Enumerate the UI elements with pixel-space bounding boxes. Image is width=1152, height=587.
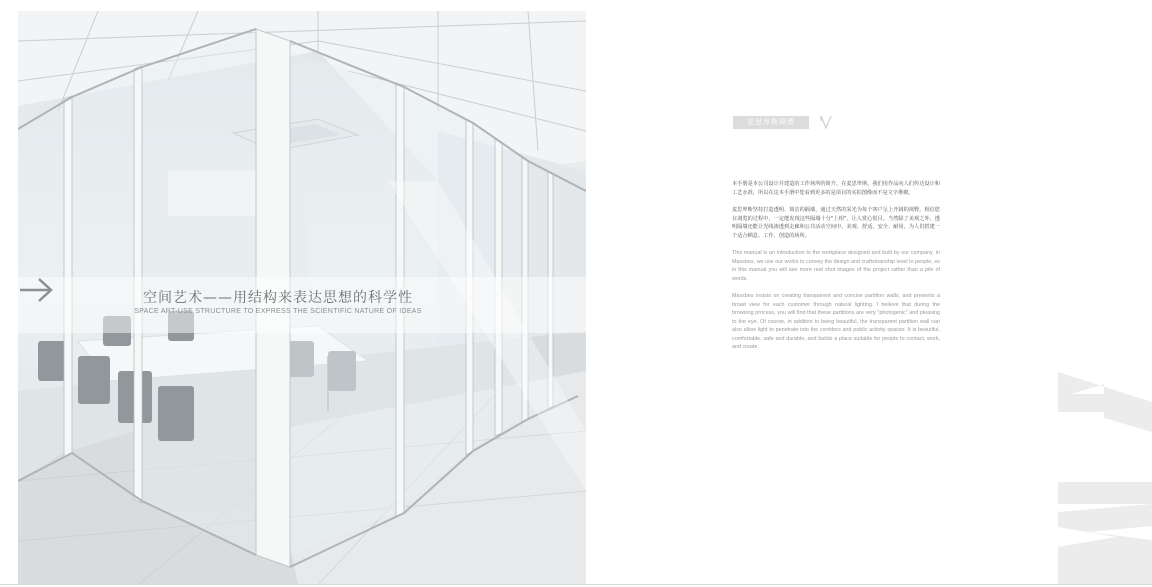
decorative-letters-my bbox=[1058, 372, 1152, 584]
office-glass-partition-photo bbox=[18, 11, 586, 585]
decorative-big-letters bbox=[1058, 372, 1152, 584]
intro-paragraph-cn-1: 本手册是本公司设计并建造的工作场所的简介。在麦思卑斯，我们用作品向人们传达设计和工艺水准，所以在这本手册中您看到更多的是项目的实拍图像而不是文字堆砌。 bbox=[732, 181, 940, 196]
intro-paragraph-cn-2: 麦思卑斯坚持打造透明、简洁的隔墙，通过天然的采光为每个客户呈上开阔的视野。相信您在浏览的过程中，一定能发现这些隔墙十分"上相"，让人赏心悦目。当然除了美观之外，透明隔墙还能让光线渗透到走廊和公共活动空间中。美观、舒适、安全、耐用，为人们搭建一个适合栖息、工作、创造的场所。 bbox=[732, 207, 940, 239]
intro-text-column bbox=[732, 180, 940, 361]
intro-paragraph-en-1: This manual is an introduction to the workplace designed and built by our company. In Maxsbes, we use our works to convey the design and craftsmanship level to people, so in this manual you will see more real shot images of the project rather than a pile of words. bbox=[732, 250, 940, 282]
brand-chevron-icon bbox=[820, 115, 832, 130]
arrow-right-icon bbox=[18, 277, 54, 303]
banner-title-cn: 空间艺术——用结构来表达思想的科学性 bbox=[143, 290, 413, 306]
page-bottom-rule bbox=[0, 584, 1152, 585]
banner-subtitle-en: SPACE ART-USE STRUCTURE TO EXPRESS THE SCIENTIFIC NATURE OF IDEAS bbox=[134, 308, 422, 315]
brand-tag: 麦思卑斯隔墙 bbox=[733, 116, 809, 129]
intro-paragraph-en-2: Maxsbes insists on creating transparent and concise partition walls, and presents a broad view for each customer through natural lighting. I believe that during the browsing process, you will find that these partitions are very "photogenic" and pleasing to the eye. Of course, in addition to being beautiful, the transparent partition wall can also allow light to penetrate into the corridors and public activity spaces. It is beautiful, comfortable, safe and durable, and builds a place suitable for people to contact, work, and create. bbox=[732, 293, 940, 350]
photo-caption-banner bbox=[18, 277, 586, 333]
